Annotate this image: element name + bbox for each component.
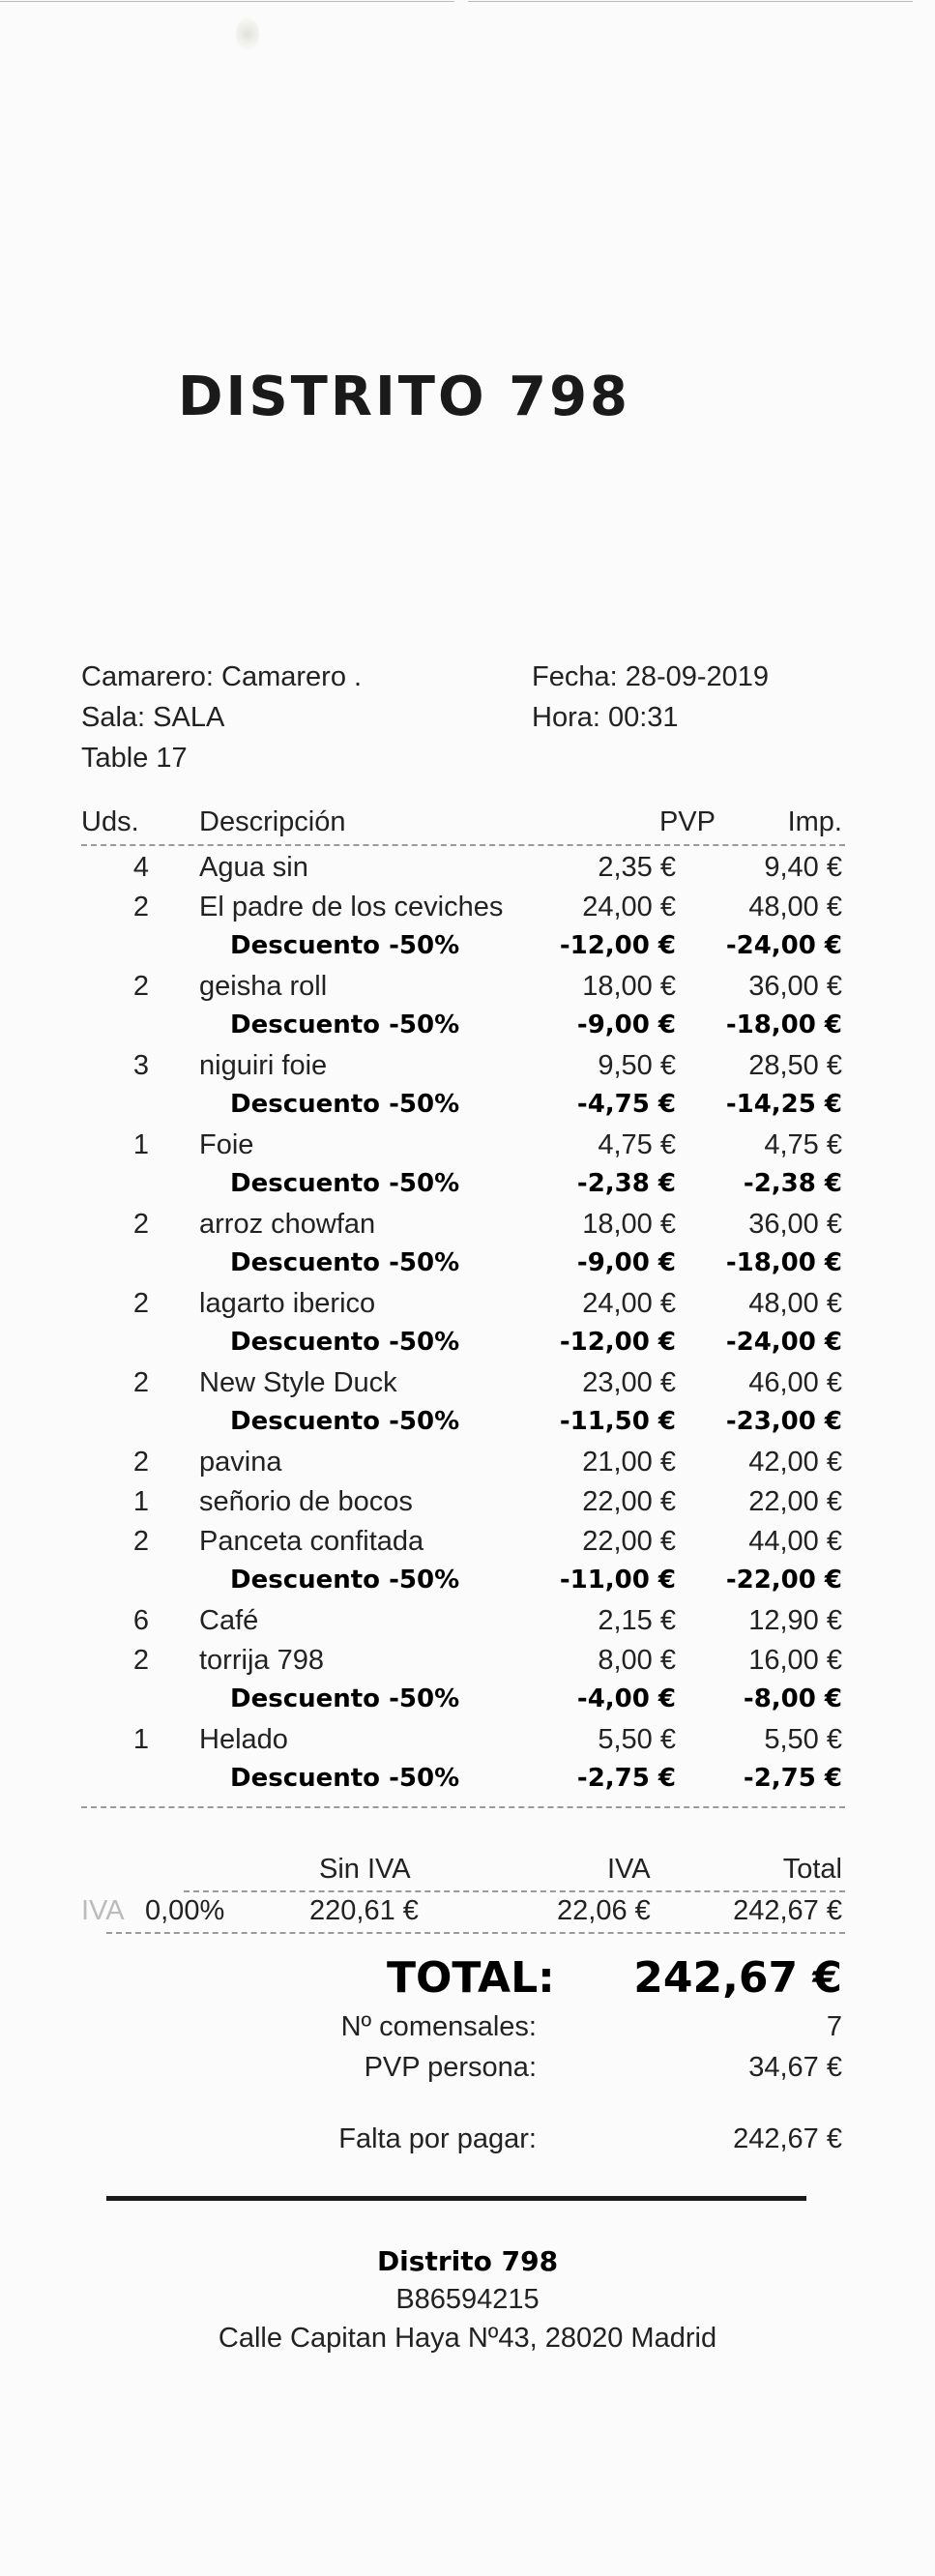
item-pvp: 4,75 € xyxy=(598,1129,676,1160)
footer-name: Distrito 798 xyxy=(376,2245,559,2277)
item-pvp: 23,00 € xyxy=(582,1367,676,1398)
item-amount: -14,25 € xyxy=(725,1090,842,1119)
discount-row xyxy=(0,931,935,971)
paper-top-edge xyxy=(0,0,935,4)
total-label: TOTAL: xyxy=(387,1953,555,2003)
item-description: torrija 798 xyxy=(199,1645,324,1676)
table-label: Table 17 xyxy=(81,743,188,774)
tax-header-iva: IVA xyxy=(607,1854,651,1885)
item-pvp: -12,00 € xyxy=(559,931,676,960)
item-amount: -2,38 € xyxy=(743,1169,842,1198)
item-amount: -2,75 € xyxy=(743,1764,842,1793)
item-amount: 28,50 € xyxy=(748,1050,842,1081)
item-amount: -24,00 € xyxy=(725,1328,842,1357)
item-description: Descuento -50% xyxy=(230,1248,460,1277)
tax-iva: 22,06 € xyxy=(557,1895,651,1926)
item-qty: 2 xyxy=(132,1526,150,1557)
discount-row xyxy=(0,1090,935,1129)
item-pvp: -9,00 € xyxy=(576,1010,676,1039)
item-pvp: 5,50 € xyxy=(598,1724,676,1755)
item-description: Agua sin xyxy=(199,852,308,883)
item-description: pavina xyxy=(199,1447,282,1478)
item-description: Descuento -50% xyxy=(230,1407,460,1436)
item-qty: 2 xyxy=(132,1209,150,1240)
item-description: Foie xyxy=(199,1129,254,1160)
line-item-row xyxy=(0,1645,935,1684)
restaurant-logo-title: DISTRITO 798 xyxy=(178,366,631,428)
item-description: Descuento -50% xyxy=(230,931,460,960)
discount-row xyxy=(0,1764,935,1803)
item-pvp: -11,50 € xyxy=(559,1407,676,1436)
item-pvp: 2,15 € xyxy=(598,1605,676,1636)
footer-cif: B86594215 xyxy=(395,2284,540,2315)
item-amount: -8,00 € xyxy=(743,1684,842,1713)
tax-base: 220,61 € xyxy=(309,1895,419,1926)
item-pvp: 22,00 € xyxy=(582,1526,676,1557)
item-pvp: -9,00 € xyxy=(576,1248,676,1277)
line-item-row xyxy=(0,971,935,1010)
item-qty: 1 xyxy=(132,1724,150,1755)
items-divider xyxy=(81,1806,845,1808)
tax-header-divider xyxy=(184,1890,845,1892)
diners-label: Nº comensales: xyxy=(340,2011,537,2042)
discount-row xyxy=(0,1566,935,1605)
discount-row xyxy=(0,1684,935,1724)
item-description: New Style Duck xyxy=(199,1367,397,1398)
item-amount: 22,00 € xyxy=(748,1486,842,1517)
discount-row xyxy=(0,1248,935,1288)
item-amount: 46,00 € xyxy=(748,1367,842,1398)
tax-header-total: Total xyxy=(782,1854,842,1885)
item-description: Café xyxy=(199,1605,259,1636)
line-item-row xyxy=(0,1605,935,1645)
line-item-row xyxy=(0,1050,935,1090)
item-amount: 36,00 € xyxy=(748,1209,842,1240)
item-qty: 2 xyxy=(132,971,150,1002)
line-item-row xyxy=(0,1367,935,1407)
item-pvp: -4,00 € xyxy=(576,1684,676,1713)
pending-label: Falta por pagar: xyxy=(338,2123,537,2154)
discount-row xyxy=(0,1407,935,1447)
item-qty: 6 xyxy=(132,1605,150,1636)
item-amount: 44,00 € xyxy=(748,1526,842,1557)
diners-value: 7 xyxy=(826,2011,842,2042)
column-header-pvp: PVP xyxy=(658,806,716,837)
pending-value: 242,67 € xyxy=(733,2123,842,2154)
item-pvp: 18,00 € xyxy=(582,971,676,1002)
tax-label: IVA xyxy=(81,1895,125,1926)
item-description: niguiri foie xyxy=(199,1050,328,1081)
item-description: Descuento -50% xyxy=(230,1684,460,1713)
per-person-value: 34,67 € xyxy=(748,2052,842,2083)
item-pvp: 24,00 € xyxy=(582,1288,676,1319)
item-amount: 42,00 € xyxy=(748,1447,842,1478)
item-pvp: 8,00 € xyxy=(598,1645,676,1676)
total-value: 242,67 € xyxy=(633,1953,842,2003)
item-qty: 2 xyxy=(132,1447,150,1478)
item-pvp: 22,00 € xyxy=(582,1486,676,1517)
item-pvp: 9,50 € xyxy=(598,1050,676,1081)
item-description: Descuento -50% xyxy=(230,1010,460,1039)
item-amount: 36,00 € xyxy=(748,971,842,1002)
item-description: arroz chowfan xyxy=(199,1209,376,1240)
item-description: geisha roll xyxy=(199,971,328,1002)
item-amount: -18,00 € xyxy=(725,1010,842,1039)
item-pvp: -4,75 € xyxy=(576,1090,676,1119)
line-item-row xyxy=(0,1724,935,1764)
item-qty: 2 xyxy=(132,1367,150,1398)
item-amount: -24,00 € xyxy=(725,931,842,960)
column-header-description: Descripción xyxy=(199,806,346,837)
item-amount: -23,00 € xyxy=(725,1407,842,1436)
item-amount: 12,90 € xyxy=(748,1605,842,1636)
discount-row xyxy=(0,1328,935,1367)
item-pvp: 2,35 € xyxy=(598,852,676,883)
item-amount: 16,00 € xyxy=(748,1645,842,1676)
room-label: Sala: SALA xyxy=(81,702,225,733)
footer-divider xyxy=(106,2196,806,2201)
time-label: Hora: 00:31 xyxy=(532,702,679,733)
footer-address: Calle Capitan Haya Nº43, 28020 Madrid xyxy=(218,2323,717,2354)
discount-row xyxy=(0,1169,935,1209)
discount-row xyxy=(0,1010,935,1050)
item-description: Descuento -50% xyxy=(230,1090,460,1119)
item-description: Descuento -50% xyxy=(230,1328,460,1357)
date-label: Fecha: 28-09-2019 xyxy=(532,661,770,692)
line-item-row xyxy=(0,1486,935,1526)
item-description: Panceta confitada xyxy=(199,1526,424,1557)
item-description: Helado xyxy=(199,1724,288,1755)
item-pvp: -2,38 € xyxy=(576,1169,676,1198)
tax-divider xyxy=(106,1932,845,1934)
item-qty: 2 xyxy=(132,1645,150,1676)
per-person-label: PVP persona: xyxy=(364,2052,537,2083)
line-item-row xyxy=(0,1288,935,1328)
line-item-row xyxy=(0,1526,935,1566)
item-amount: 4,75 € xyxy=(764,1129,842,1160)
item-pvp: 24,00 € xyxy=(582,892,676,922)
header-divider xyxy=(81,844,845,846)
item-amount: 48,00 € xyxy=(748,1288,842,1319)
item-pvp: -12,00 € xyxy=(559,1328,676,1357)
item-pvp: 18,00 € xyxy=(582,1209,676,1240)
item-amount: 9,40 € xyxy=(764,852,842,883)
line-item-row xyxy=(0,1447,935,1486)
item-qty: 4 xyxy=(132,852,150,883)
item-amount: 48,00 € xyxy=(748,892,842,922)
item-description: Descuento -50% xyxy=(230,1169,460,1198)
item-amount: -22,00 € xyxy=(725,1566,842,1595)
item-description: lagarto iberico xyxy=(199,1288,376,1319)
line-item-row xyxy=(0,1129,935,1169)
item-description: El padre de los ceviches xyxy=(199,892,504,922)
paper-stain xyxy=(236,17,259,50)
line-item-row xyxy=(0,1209,935,1248)
item-amount: -18,00 € xyxy=(725,1248,842,1277)
item-qty: 2 xyxy=(132,1288,150,1319)
line-item-row xyxy=(0,852,935,892)
tax-rate: 0,00% xyxy=(145,1895,225,1926)
item-description: Descuento -50% xyxy=(230,1764,460,1793)
item-description: Descuento -50% xyxy=(230,1566,460,1595)
waiter-label: Camarero: Camarero . xyxy=(81,661,363,692)
tax-header-base: Sin IVA xyxy=(319,1854,411,1885)
tax-total: 242,67 € xyxy=(733,1895,842,1926)
item-pvp: -11,00 € xyxy=(559,1566,676,1595)
item-pvp: 21,00 € xyxy=(582,1447,676,1478)
item-description: señorio de bocos xyxy=(199,1486,413,1517)
item-amount: 5,50 € xyxy=(764,1724,842,1755)
line-item-row xyxy=(0,892,935,931)
item-qty: 2 xyxy=(132,892,150,922)
item-pvp: -2,75 € xyxy=(576,1764,676,1793)
column-header-qty: Uds. xyxy=(81,806,139,837)
item-qty: 1 xyxy=(132,1486,150,1517)
item-qty: 1 xyxy=(132,1129,150,1160)
item-qty: 3 xyxy=(132,1050,150,1081)
column-header-imp: Imp. xyxy=(787,806,842,837)
